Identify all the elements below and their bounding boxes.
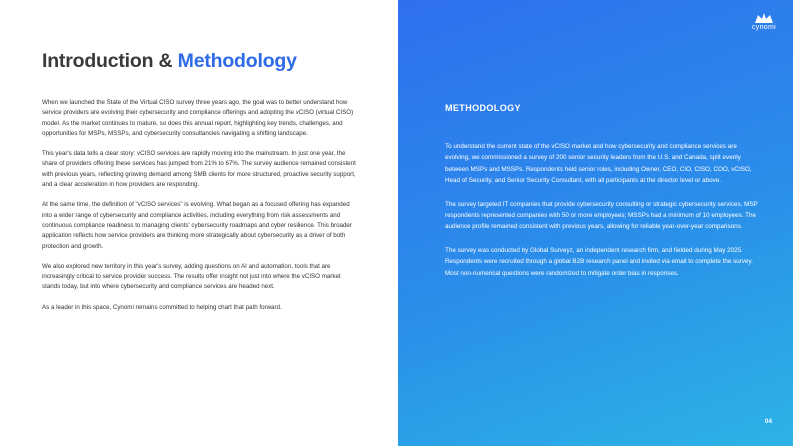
- methodology-body: [445, 141, 761, 279]
- intro-paragraph: This year's data tells a clear story: vCISO services are rapidly moving into the mainstream. In just one year, the share of providers offering these services has jumped from 21% to 67%. The survey audience remained consistent with previous years, reflecting growing demand among SMB clients for more structured, proactive security support, and a clear acceleration in how providers are responding.: [42, 150, 356, 189]
- methodology-paragraph: To understand the current state of the vCISO market and how cybersecurity and compliance services are evolving, we commissioned a survey of 200 senior security leaders from the U.S. and Canada, split evenly between MSPs and MSSPs. Respondents held senior roles, including Owner, CEO, CIO, CISO, COO, vCISO, Head of Security, and Senior Security Consultant, with all participants at the director level or above.: [445, 143, 752, 184]
- page-title-accent: Methodology: [177, 50, 297, 72]
- methodology-panel: [398, 0, 793, 446]
- methodology-heading: METHODOLOGY: [445, 103, 521, 113]
- cynomi-logo: [747, 12, 781, 32]
- intro-paragraph: We also explored new territory in this year's survey, adding questions on AI and automation, tools that are increasingly critical to service provider success. The results offer insight not just into where the vCISO market stands today, but into where cybersecurity and compliance services are headed next.: [42, 262, 341, 291]
- intro-paragraph: At the same time, the definition of "vCISO services" is evolving. What began as a focused offering has expanded into a wider range of cybersecurity and compliance activities, including everything from risk assessments and continuous compliance readiness to managing clients' cybersecurity roadmaps and cyber resilience. This broader application reflects how service providers are thinking more strategically about cybersecurity as a driver of both protection and growth.: [42, 201, 352, 250]
- intro-paragraph: As a leader in this space, Cynomi remains committed to helping chart that path forward.: [42, 303, 282, 311]
- introduction-body: [42, 98, 356, 313]
- page-number: 04: [764, 418, 772, 425]
- page-title: [42, 50, 356, 72]
- intro-paragraph: When we launched the State of the Virtual CISO survey three years ago, the goal was to better understand how service providers are evolving their cybersecurity and compliance offerings and adopting the vCISO (virtual CISO) model. As the market continues to mature, so does this annual report, highlighting key trends, challenges, and opportunities for MSPs, MSSPs, and cybersecurity consultancies navigating a shifting landscape.: [42, 99, 354, 137]
- crown-icon: [754, 12, 774, 24]
- page-title-main: Introduction &: [42, 50, 178, 72]
- methodology-paragraph: The survey was conducted by Global Surveyz, an independent research firm, and fielded during May 2025. Respondents were recruited through a global B2B research panel and invited via email to complete the survey. Most non-numerical questions were randomized to mitigate order bias in responses.: [445, 247, 753, 277]
- methodology-paragraph: The survey targeted IT companies that provide cybersecurity consulting or strategic cybersecurity services. MSP respondents represented companies with 50 or more employees; MSSPs had a minimum of 10 employees. The audience profile remained consistent with previous years, allowing for reliable year-over-year comparisons.: [445, 200, 758, 231]
- logo-text: cynomi: [752, 24, 776, 31]
